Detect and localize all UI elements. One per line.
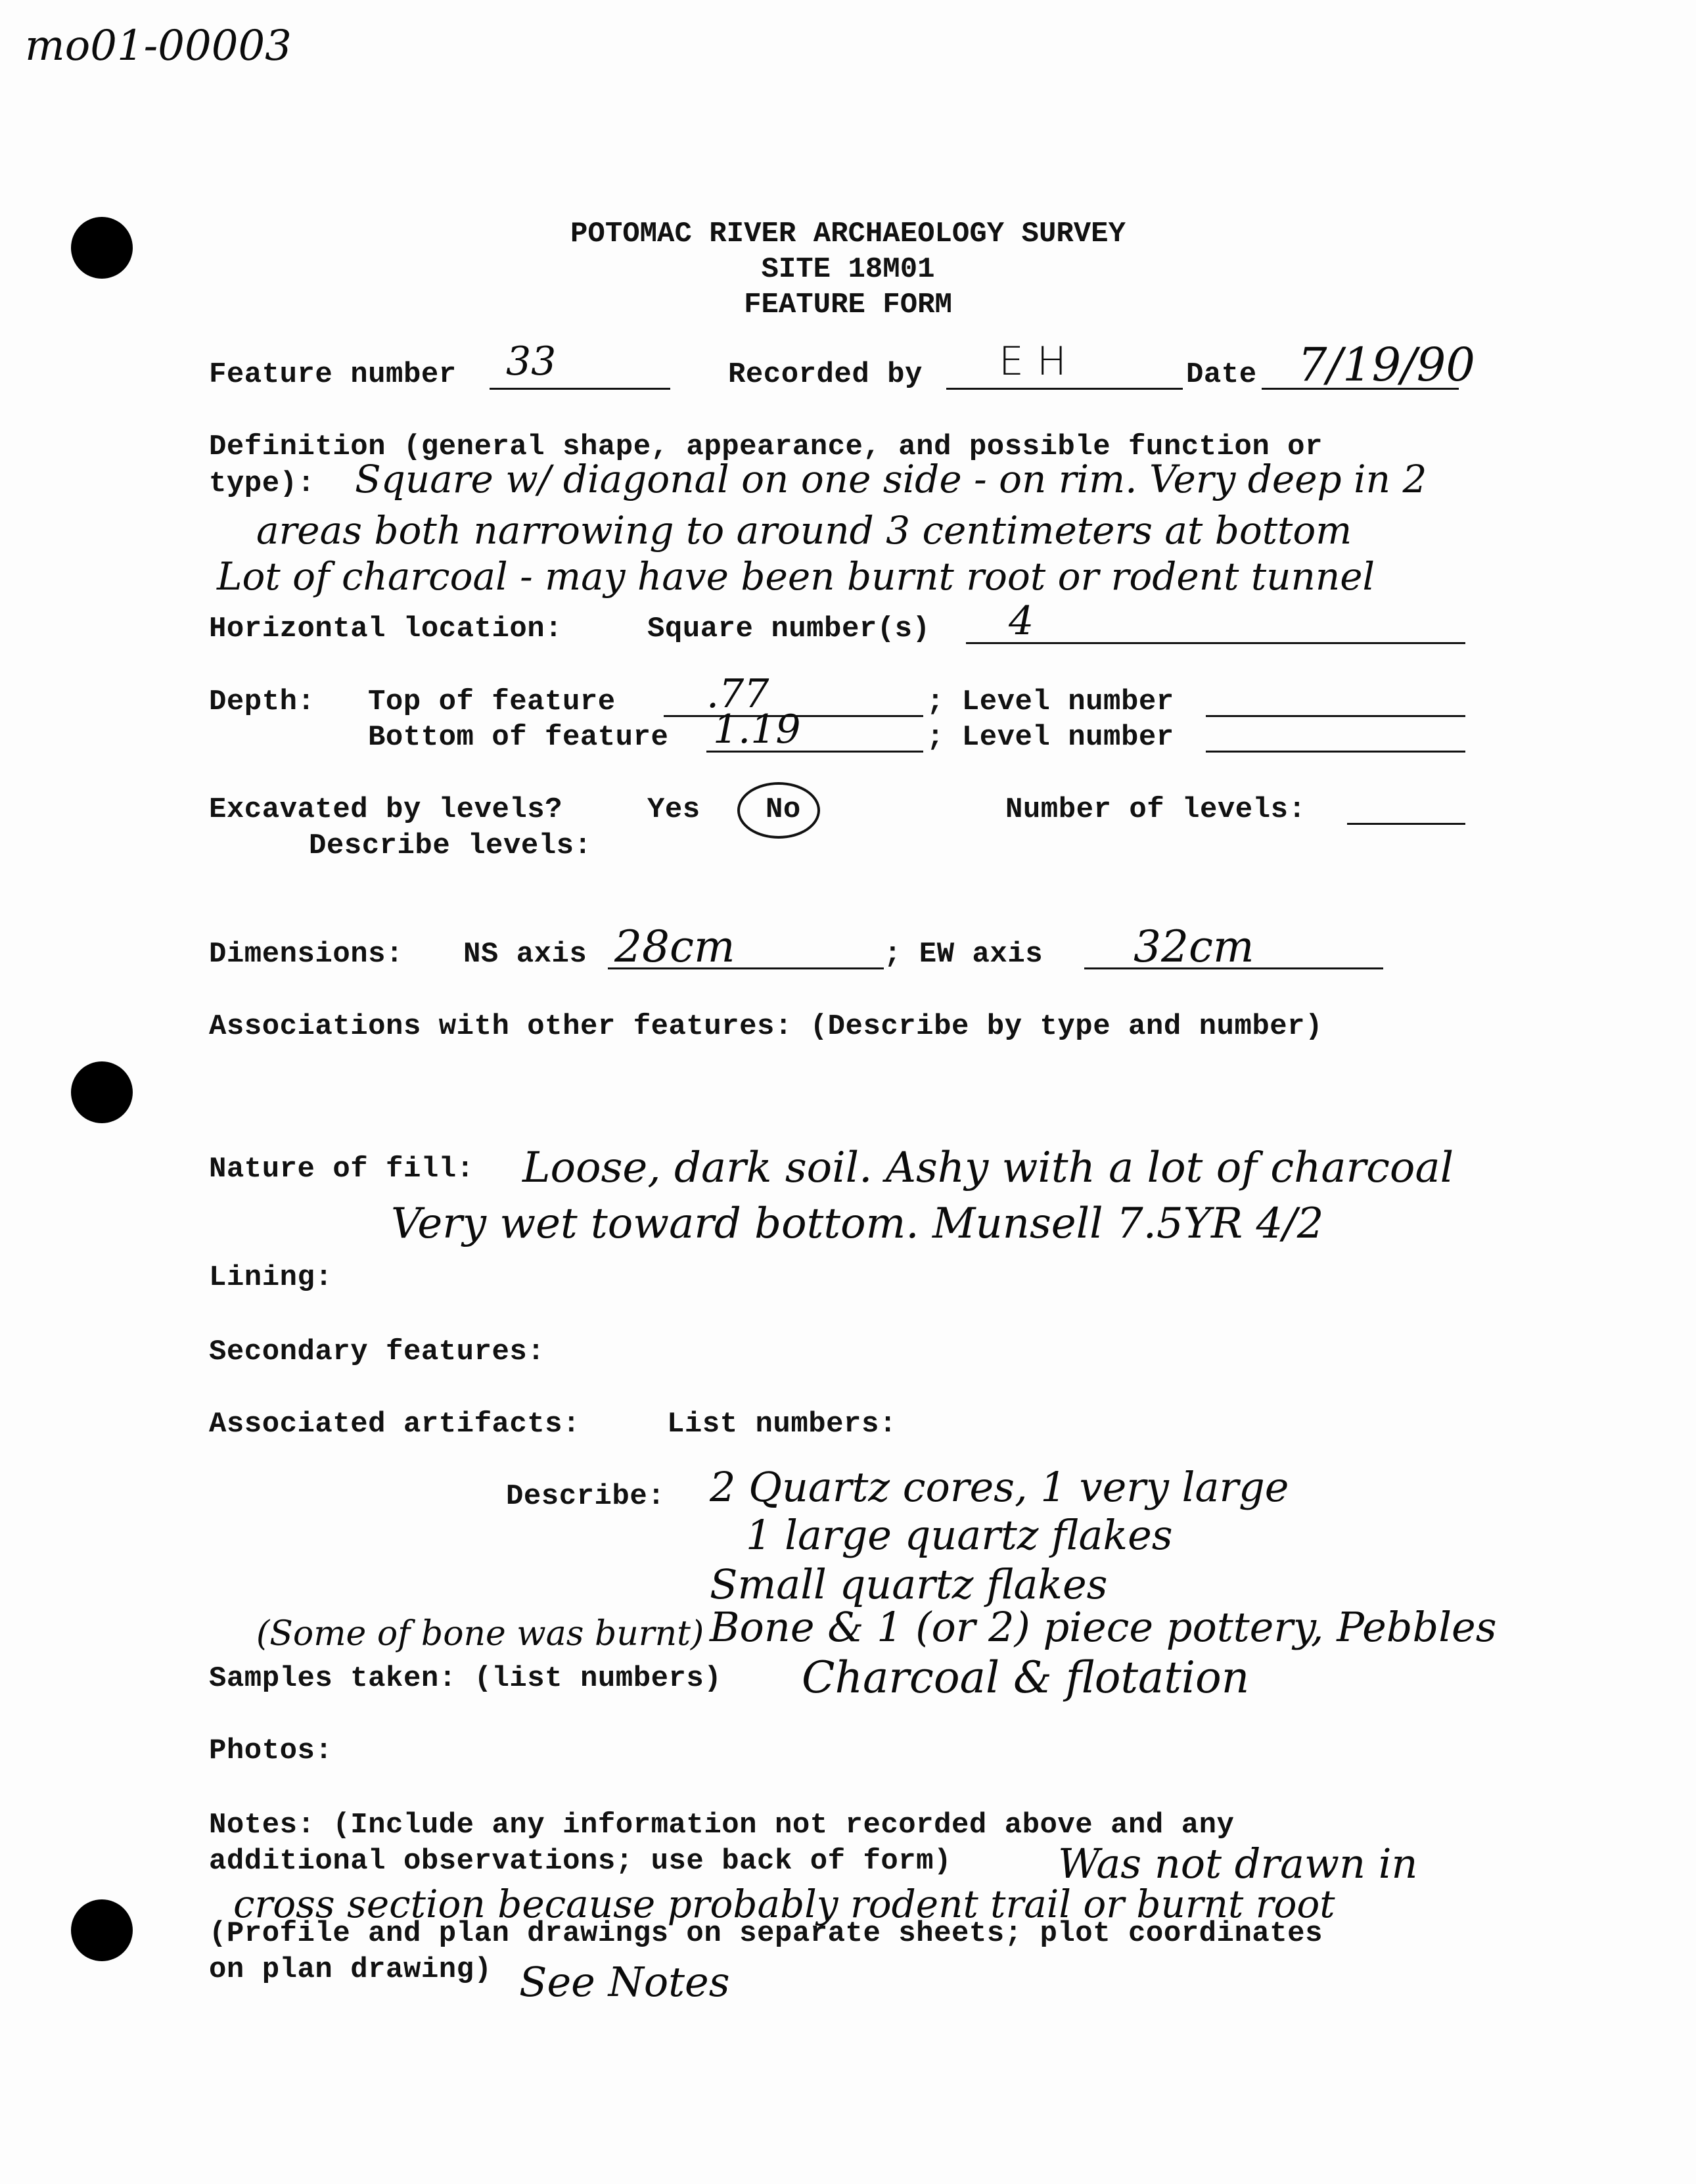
dimensions-label: Dimensions: [209,938,403,971]
yes-option[interactable]: Yes [647,793,700,826]
notes-label-2: additional observations; use back of form) [209,1845,951,1878]
notes-line-2[interactable]: cross section because probably rodent trail or burnt root [233,1882,1335,1926]
form-title: POTOMAC RIVER ARCHAEOLOGY SURVEY [570,218,1126,250]
date-value[interactable]: 7/19/90 [1298,338,1475,392]
samples-taken-label: Samples taken: (list numbers) [209,1662,722,1695]
top-level-number-label: ; Level number [927,685,1174,718]
samples-taken-value[interactable]: Charcoal & flotation [802,1652,1250,1703]
square-numbers-line [966,642,1465,644]
punch-hole-bottom [71,1899,133,1961]
list-numbers-label: List numbers: [667,1408,897,1441]
definition-line-1[interactable]: Square w/ diagonal on one side - on rim. Very deep in 2 [355,457,1427,501]
bottom-of-feature-label: Bottom of feature [368,721,669,754]
punch-hole-middle [71,1061,133,1123]
number-of-levels-line [1347,823,1465,825]
top-level-number-line [1206,715,1465,717]
recorded-by-line [946,388,1183,390]
definition-line-2[interactable]: areas both narrowing to around 3 centimeters at bottom [256,508,1352,553]
excavated-by-levels-label: Excavated by levels? [209,793,563,826]
notes-label: Notes: (Include any information not recorded above and any [209,1809,1235,1842]
nature-of-fill-line-2[interactable]: Very wet toward bottom. Munsell 7.5YR 4/2 [391,1199,1324,1248]
number-of-levels-label: Number of levels: [1005,793,1306,826]
nature-of-fill-line-1[interactable]: Loose, dark soil. Ashy with a lot of charcoal [522,1144,1454,1192]
depth-label: Depth: [209,685,315,718]
recorded-by-value[interactable]: EH [999,338,1080,384]
square-numbers-label: Square number(s) [647,613,930,645]
definition-label: Definition (general shape, appearance, and possible function or [209,430,1323,463]
definition-label-type: type): [209,467,315,500]
ns-axis-value[interactable]: 28cm [614,921,735,972]
date-label: Date [1186,358,1257,391]
feature-number-line [490,388,670,390]
describe-label: Describe: [506,1480,666,1513]
bottom-level-number-line [1206,751,1465,753]
form-type: FEATURE FORM [744,289,952,321]
bottom-level-number-label: ; Level number [927,721,1174,754]
notes-line-1[interactable]: Was not drawn in [1058,1840,1418,1888]
top-of-feature-value[interactable]: .77 [706,671,769,717]
artifacts-line-2[interactable]: 1 large quartz flakes [746,1511,1173,1559]
artifacts-line-4[interactable]: Bone & 1 (or 2) piece pottery, Pebbles [710,1603,1497,1651]
square-number-value[interactable]: 4 [1009,598,1034,644]
nature-of-fill-label: Nature of fill: [209,1153,474,1186]
associations-label: Associations with other features: (Describe by type and number) [209,1010,1323,1043]
top-of-feature-label: Top of feature [368,685,616,718]
horizontal-location-label: Horizontal location: [209,613,563,645]
associated-artifacts-label: Associated artifacts: [209,1408,580,1441]
ns-axis-label: NS axis [463,938,587,971]
artifacts-line-4-note[interactable]: (Some of bone was burnt) [256,1614,704,1654]
bottom-of-feature-value[interactable]: 1.19 [713,707,801,753]
ew-axis-label: ; EW axis [884,938,1043,971]
artifacts-line-3[interactable]: Small quartz flakes [710,1560,1108,1608]
no-option[interactable]: No [766,793,801,826]
profile-note-value[interactable]: See Notes [519,1958,730,2006]
photos-label: Photos: [209,1734,333,1767]
profile-label: (Profile and plan drawings on separate sheets; plot coordinates [209,1917,1323,1950]
secondary-features-label: Secondary features: [209,1336,545,1368]
describe-levels-label: Describe levels: [309,829,592,862]
recorded-by-label: Recorded by [728,358,923,391]
no-option-circle [737,782,820,839]
lining-label: Lining: [209,1261,333,1294]
feature-number-label: Feature number [209,358,457,391]
artifacts-line-1[interactable]: 2 Quartz cores, 1 very large [710,1463,1289,1511]
profile-label-2: on plan drawing) [209,1953,492,1986]
document-id: mo01-00003 [25,22,292,70]
ew-axis-value[interactable]: 32cm [1134,921,1254,972]
site-title: SITE 18M01 [761,253,935,286]
definition-line-3[interactable]: Lot of charcoal - may have been burnt root or rodent tunnel [217,554,1375,599]
feature-number-value[interactable]: 33 [506,338,557,384]
